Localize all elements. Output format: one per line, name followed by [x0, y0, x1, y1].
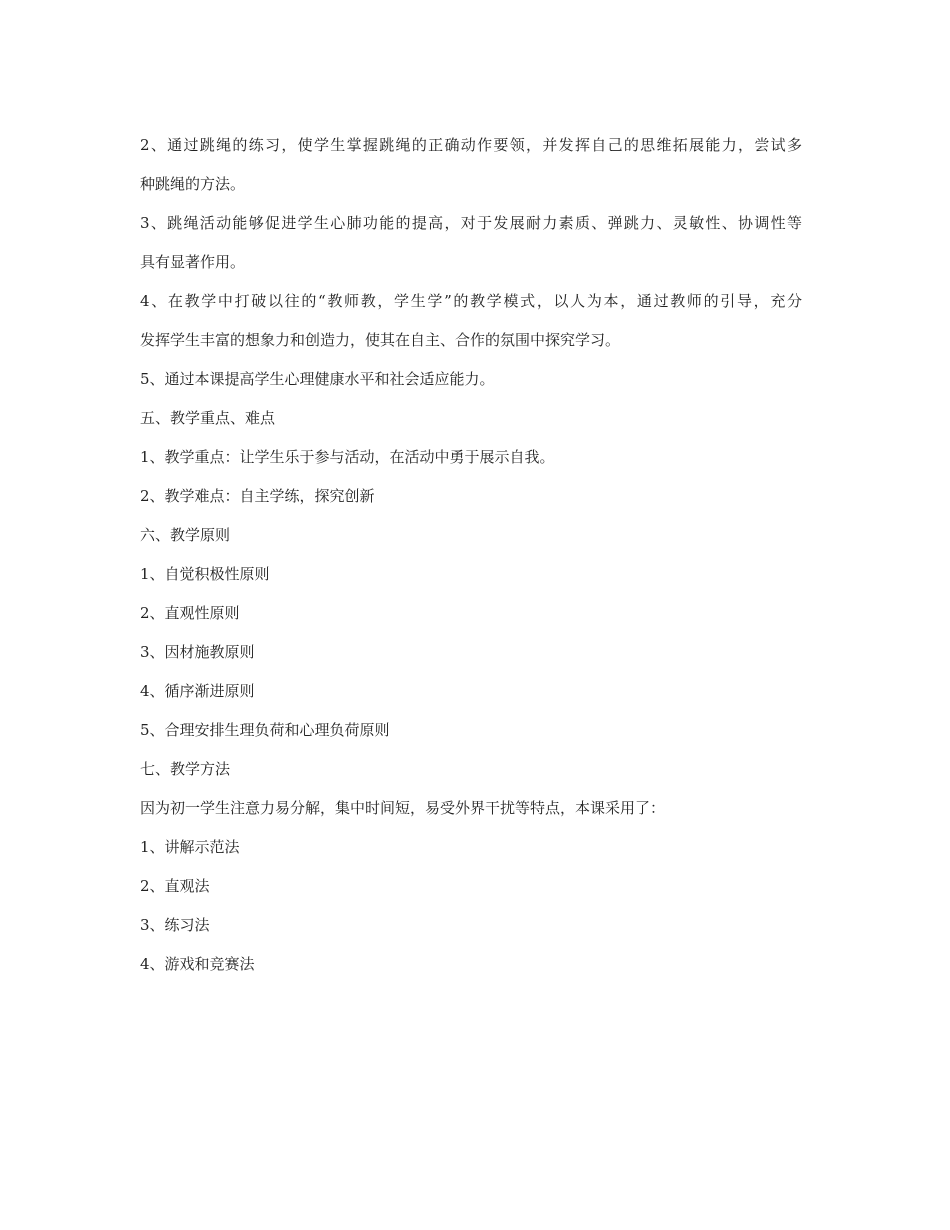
- section-heading-key-points: 五、教学重点、难点: [140, 409, 276, 427]
- paragraph-objective-2: [140, 126, 802, 204]
- paragraph-line: 发挥学生丰富的想象力和创造力，使其在自主、合作的氛围中探究学习。: [140, 331, 621, 349]
- paragraph-objective-4: [140, 282, 802, 360]
- paragraph-objective-3: [140, 204, 802, 282]
- paragraph-line: 4、在教学中打破以往的“教师教，学生学”的教学模式，以人为本，通过教师的引导，充分: [140, 292, 802, 310]
- paragraph-line: 具有显著作用。: [140, 253, 246, 271]
- list-item: 1、自觉积极性原则: [140, 565, 270, 583]
- paragraph-line: 种跳绳的方法。: [140, 175, 246, 193]
- section-heading-principles: 六、教学原则: [140, 526, 231, 544]
- list-item: 5、合理安排生理负荷和心理负荷原则: [140, 721, 390, 739]
- list-item: 2、直观法: [140, 877, 210, 895]
- list-item: 3、因材施教原则: [140, 643, 255, 661]
- list-item: 3、练习法: [140, 916, 210, 934]
- paragraph-line: 3、跳绳活动能够促进学生心肺功能的提高，对于发展耐力素质、弹跳力、灵敏性、协调性等: [140, 214, 802, 232]
- list-item: 2、教学难点：自主学练，探究创新: [140, 487, 375, 505]
- paragraph-objective-5: 5、通过本课提高学生心理健康水平和社会适应能力。: [140, 370, 495, 388]
- list-item: 2、直观性原则: [140, 604, 240, 622]
- document-body: [140, 126, 802, 984]
- list-item: 4、循序渐进原则: [140, 682, 255, 700]
- list-item: 4、游戏和竞赛法: [140, 955, 255, 973]
- section-heading-methods: 七、教学方法: [140, 760, 231, 778]
- methods-intro: 因为初一学生注意力易分解，集中时间短，易受外界干扰等特点，本课采用了：: [140, 799, 666, 817]
- list-item: 1、讲解示范法: [140, 838, 240, 856]
- paragraph-line: 2、通过跳绳的练习，使学生掌握跳绳的正确动作要领，并发挥自己的思维拓展能力，尝试多: [140, 136, 802, 154]
- list-item: 1、教学重点：让学生乐于参与活动，在活动中勇于展示自我。: [140, 448, 555, 466]
